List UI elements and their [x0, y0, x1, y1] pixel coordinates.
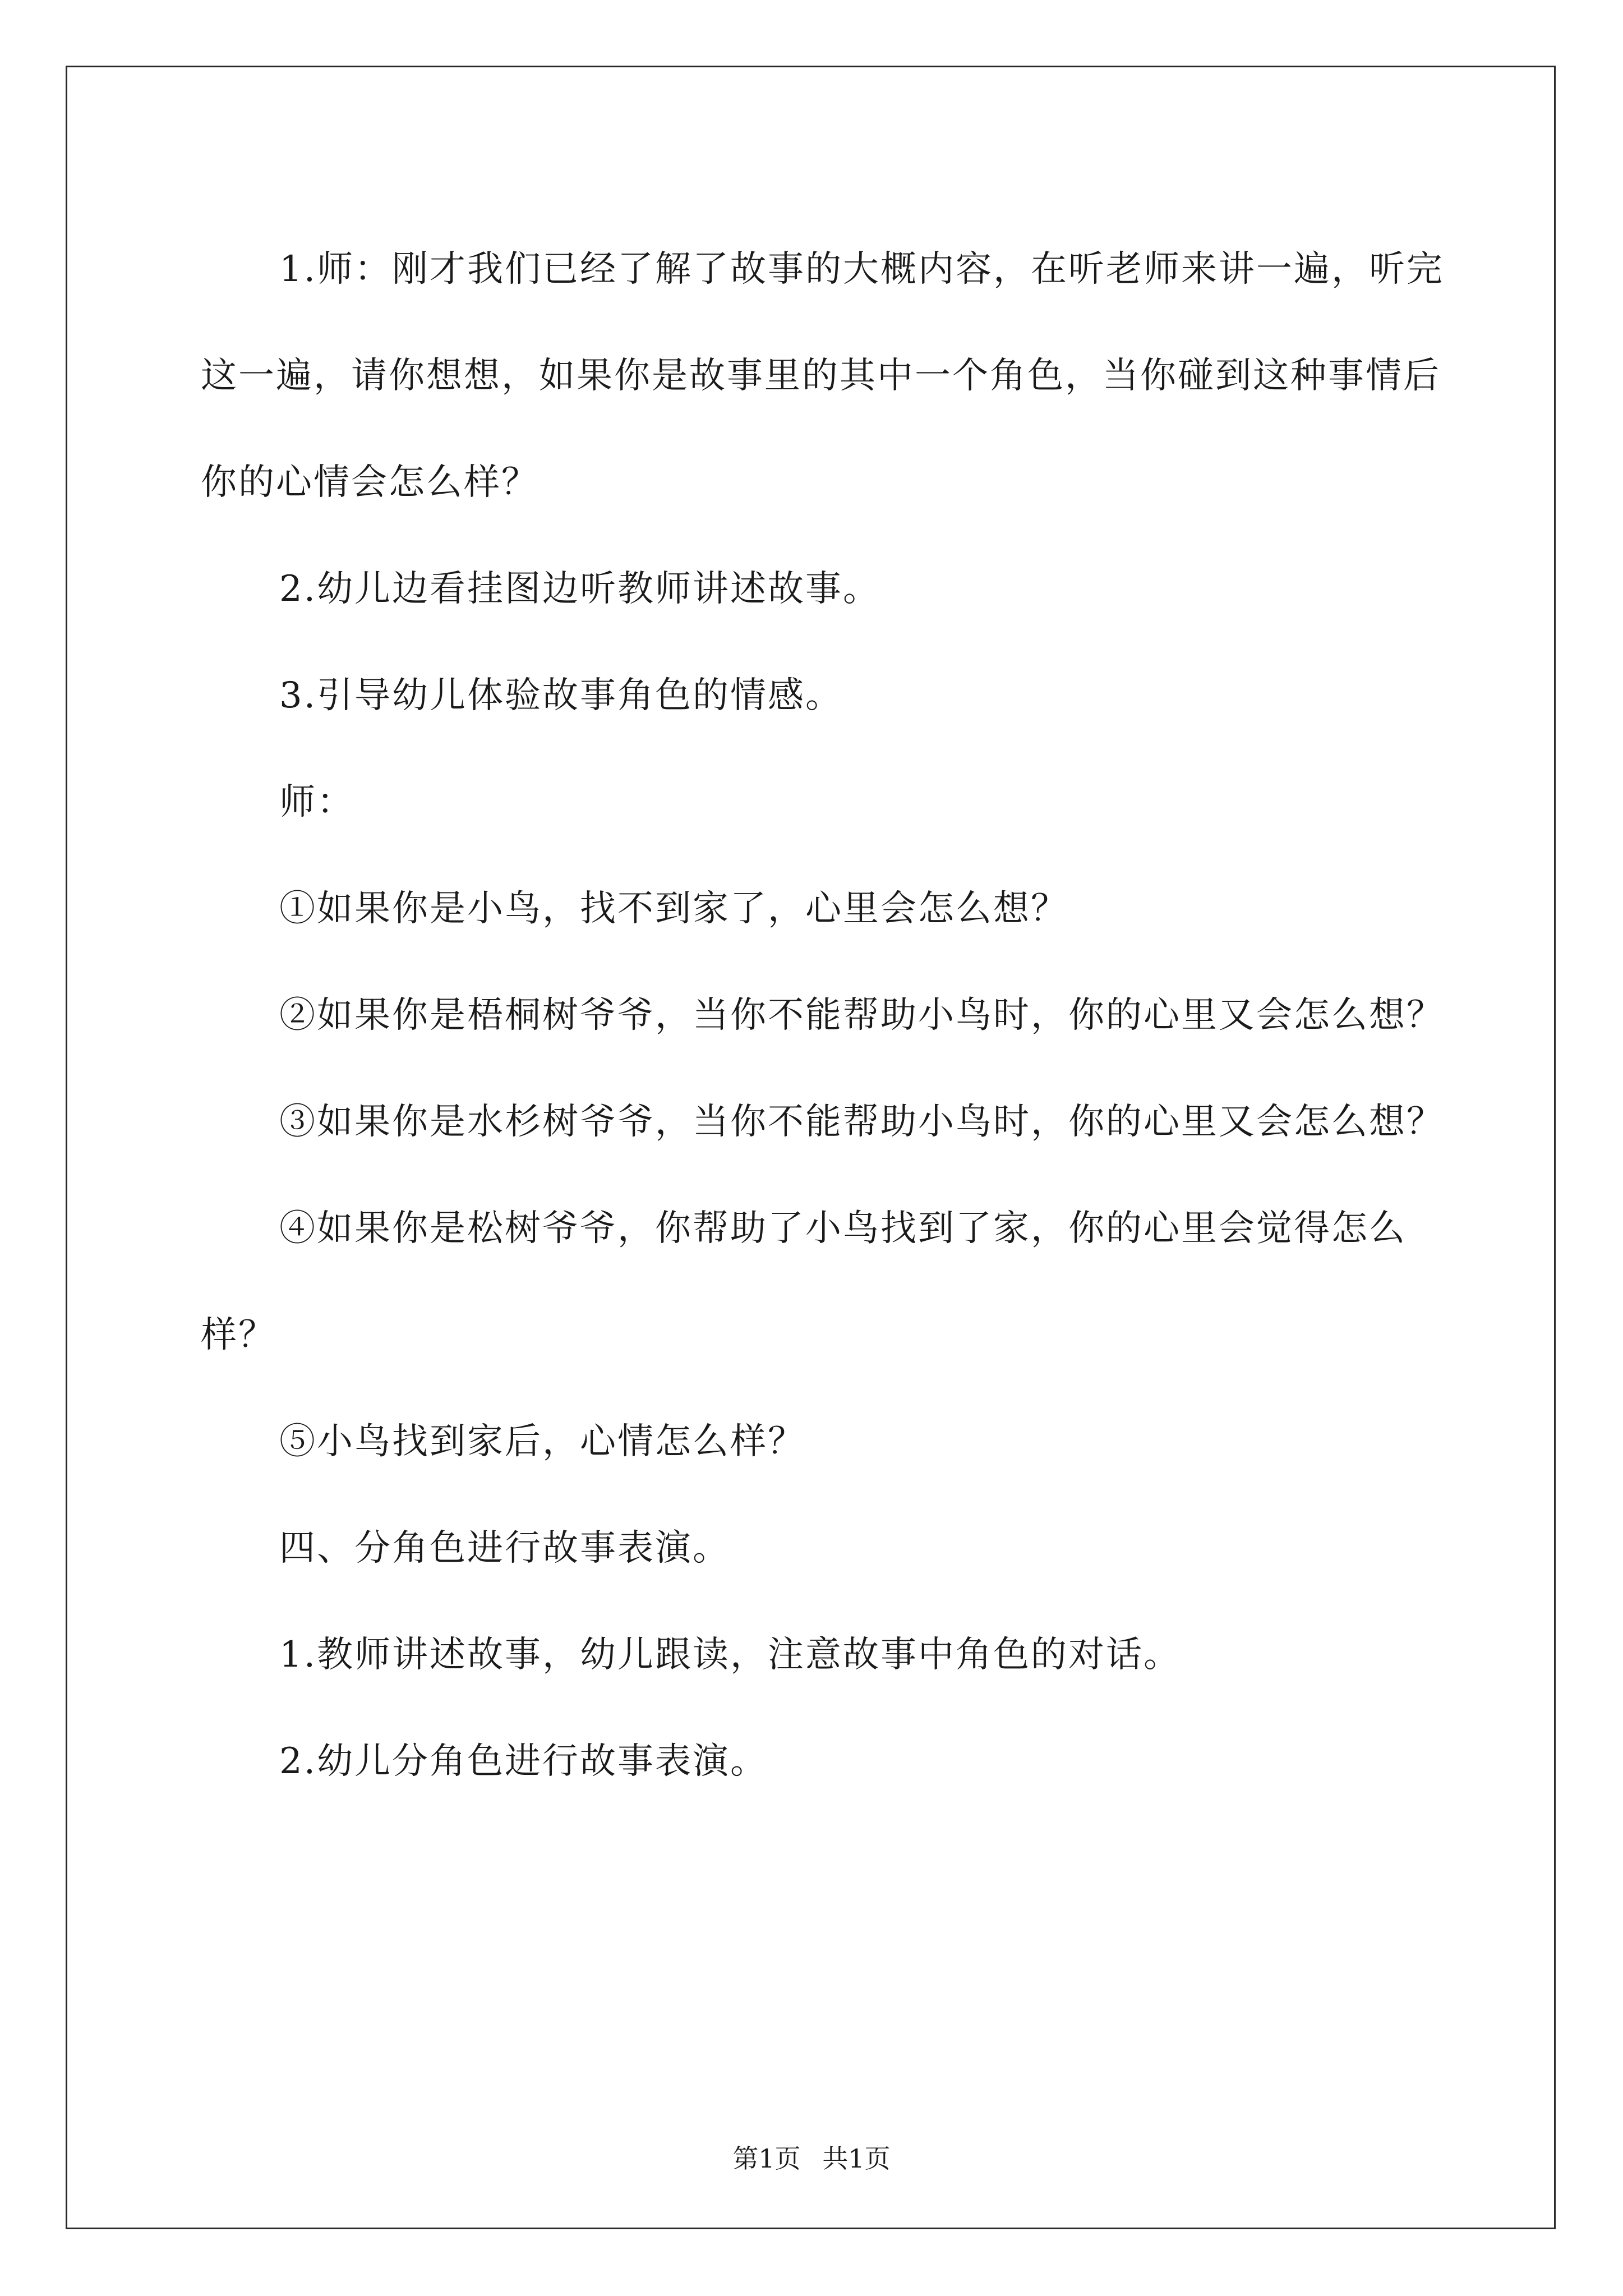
paragraph-12: 2.幼儿分角色进行故事表演。 [279, 1741, 768, 1782]
paragraph-11: 1.教师讲述故事，幼儿跟读，注意故事中角色的对话。 [279, 1634, 1182, 1676]
paragraph-1: 1.师：刚才我们已经了解了故事的大概内容，在听老师来讲一遍，听完这一遍，请你想想，如果你是故事里的其中一个角色，当你碰到这种事情后你的心情会怎么样？ [201, 249, 1445, 503]
paragraph-9: ⑤小鸟找到家后，心情怎么样？ [279, 1421, 805, 1462]
document-body [201, 216, 1457, 1815]
paragraph-3: 3.引导幼儿体验故事角色的情感。 [279, 675, 843, 716]
paragraph-6: ②如果你是梧桐树爷爷，当你不能帮助小鸟时，你的心里又会怎么想？ [279, 995, 1444, 1036]
paragraph-8: ④如果你是松树爷爷，你帮助了小鸟找到了家，你的心里会觉得怎么样？ [201, 1208, 1407, 1356]
page-number-current: 第1页 [732, 2143, 801, 2174]
paragraph-4: 师： [279, 781, 354, 823]
page-footer [0, 2138, 1623, 2175]
paragraph-5: ①如果你是小鸟，找不到家了，心里会怎么想？ [279, 888, 1068, 930]
paragraph-7: ③如果你是水杉树爷爷，当你不能帮助小鸟时，你的心里又会怎么想？ [279, 1101, 1444, 1143]
section-heading: 四、分角色进行故事表演。 [279, 1527, 730, 1569]
paragraph-2: 2.幼儿边看挂图边听教师讲述故事。 [279, 568, 881, 610]
page-number-total: 共1页 [822, 2143, 891, 2174]
